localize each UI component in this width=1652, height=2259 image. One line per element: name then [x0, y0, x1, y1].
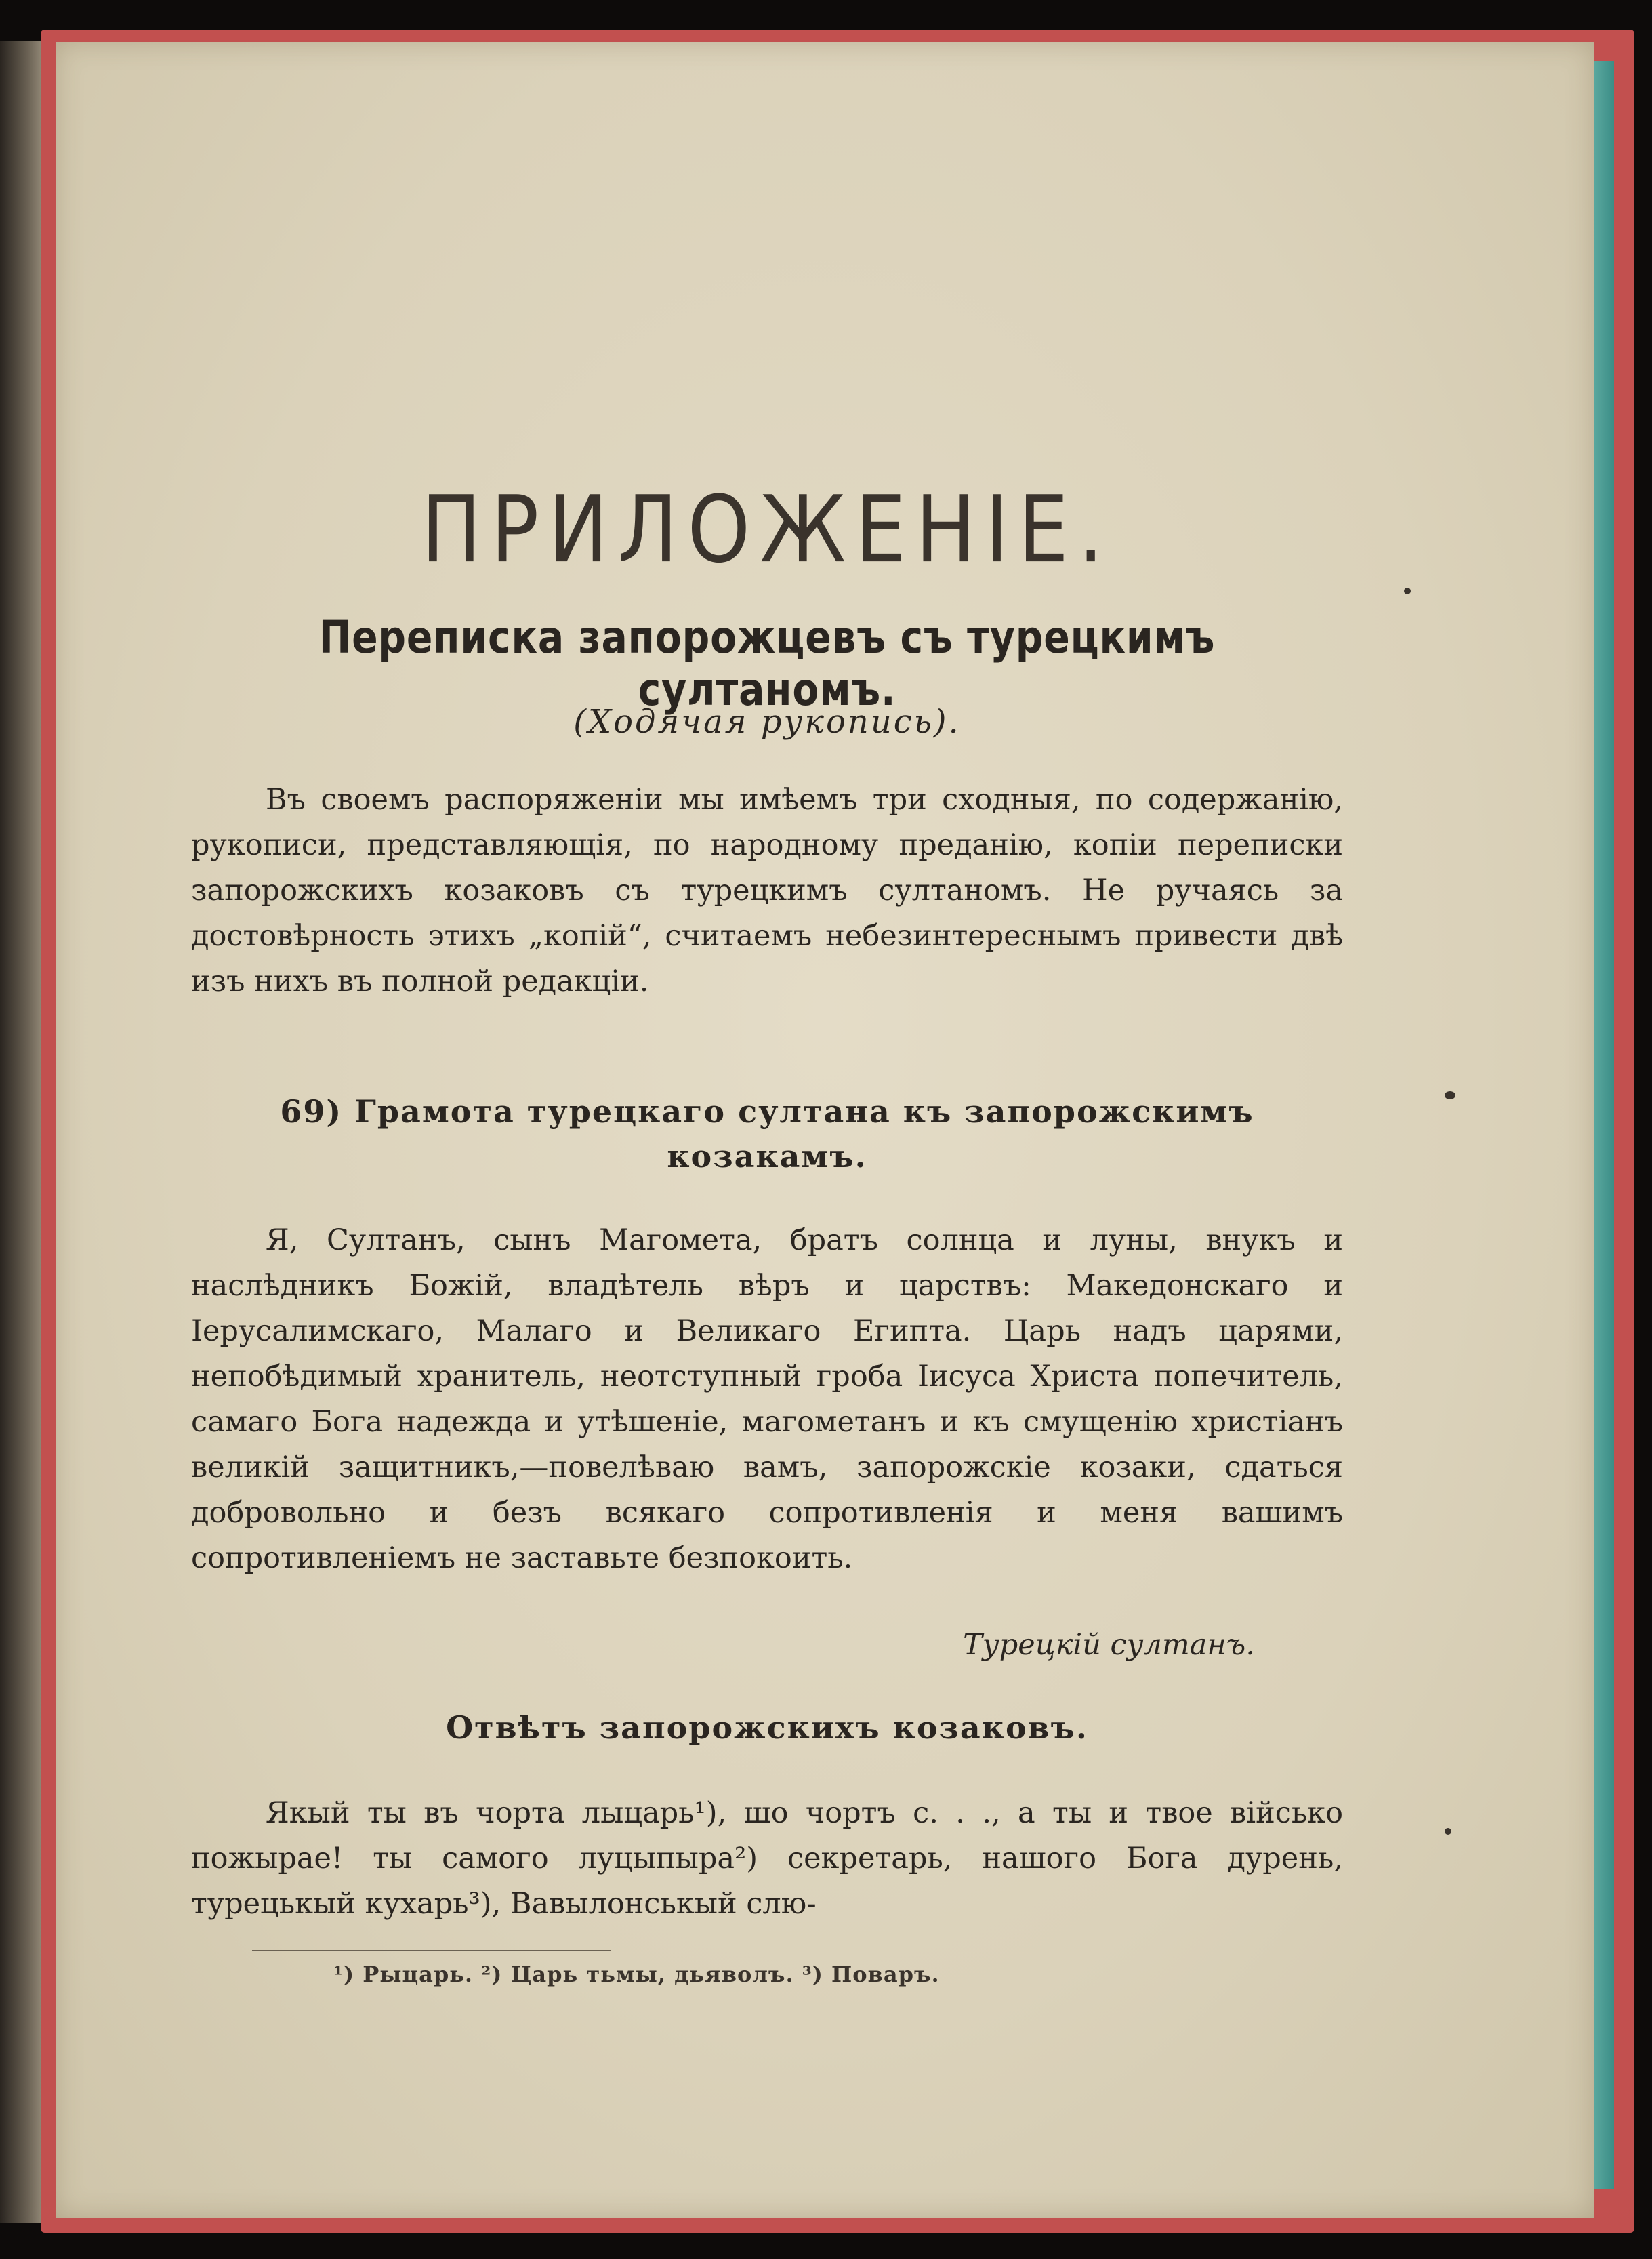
- reply-heading: Отвѣтъ запорожскихъ козаковъ.: [446, 1709, 1088, 1746]
- page-title: ПРИЛОЖЕНІЕ.: [421, 475, 1113, 584]
- print-speck: [1445, 1828, 1451, 1835]
- document-page: [56, 42, 1594, 2218]
- footnote: ¹) Рыцарь. ²) Царь тьмы, дьяволъ. ³) Поваръ.: [333, 1961, 940, 1987]
- reply-paragraph: Якый ты въ чорта лыцарь¹), шо чортъ с. . ., а ты и твое військо пожырае! ты самого луцыпыра²) секретарь, нашого Бога дурень, турецькый кухарь³), Вавылонськый слю-: [191, 1796, 1343, 1921]
- caption: (Ходячая рукопись).: [573, 703, 961, 741]
- print-speck: [1404, 588, 1411, 594]
- signature: Турецкій султанъ.: [963, 1628, 1255, 1662]
- page-subtitle: Переписка запорожцевъ съ турецкимъ султаномъ.: [318, 611, 1216, 716]
- page-content: [191, 42, 1343, 2218]
- intro-paragraph: Въ своемъ распоряженіи мы имѣемъ три сходныя, по содержанію, рукописи, представляющія, по народному преданію, копіи переписки запорожскихъ козаковъ съ турецкимъ султаномъ. Не ручаясь за достовѣрность этихъ „копій“, считаемъ небезинтереснымъ привести двѣ изъ нихъ въ полной редакціи.: [191, 783, 1343, 998]
- section-heading: 69) Грамота турецкаго султана къ запорожскимъ козакамъ.: [280, 1093, 1254, 1175]
- footnote-divider: [252, 1950, 611, 1951]
- letter-paragraph: Я, Султанъ, сынъ Магомета, братъ солнца и луны, внукъ и наслѣдникъ Божій, владѣтель вѣръ и царствъ: Македонскаго и Іерусалимскаго, Малаго и Великаго Египта. Царь надъ царями, непобѣдимый хранитель, неотступный гроба Іисуса Христа попечитель, самаго Бога надежда и утѣшеніе, магометанъ и къ смущенію христіанъ великій защитникъ,—повелѣваю вамъ, запорожскіе козаки, сдаться добровольно и безъ всякаго сопротивленія и меня вашимъ сопротивленіемъ не заставьте безпокоить.: [191, 1223, 1343, 1575]
- print-speck: [1445, 1091, 1455, 1099]
